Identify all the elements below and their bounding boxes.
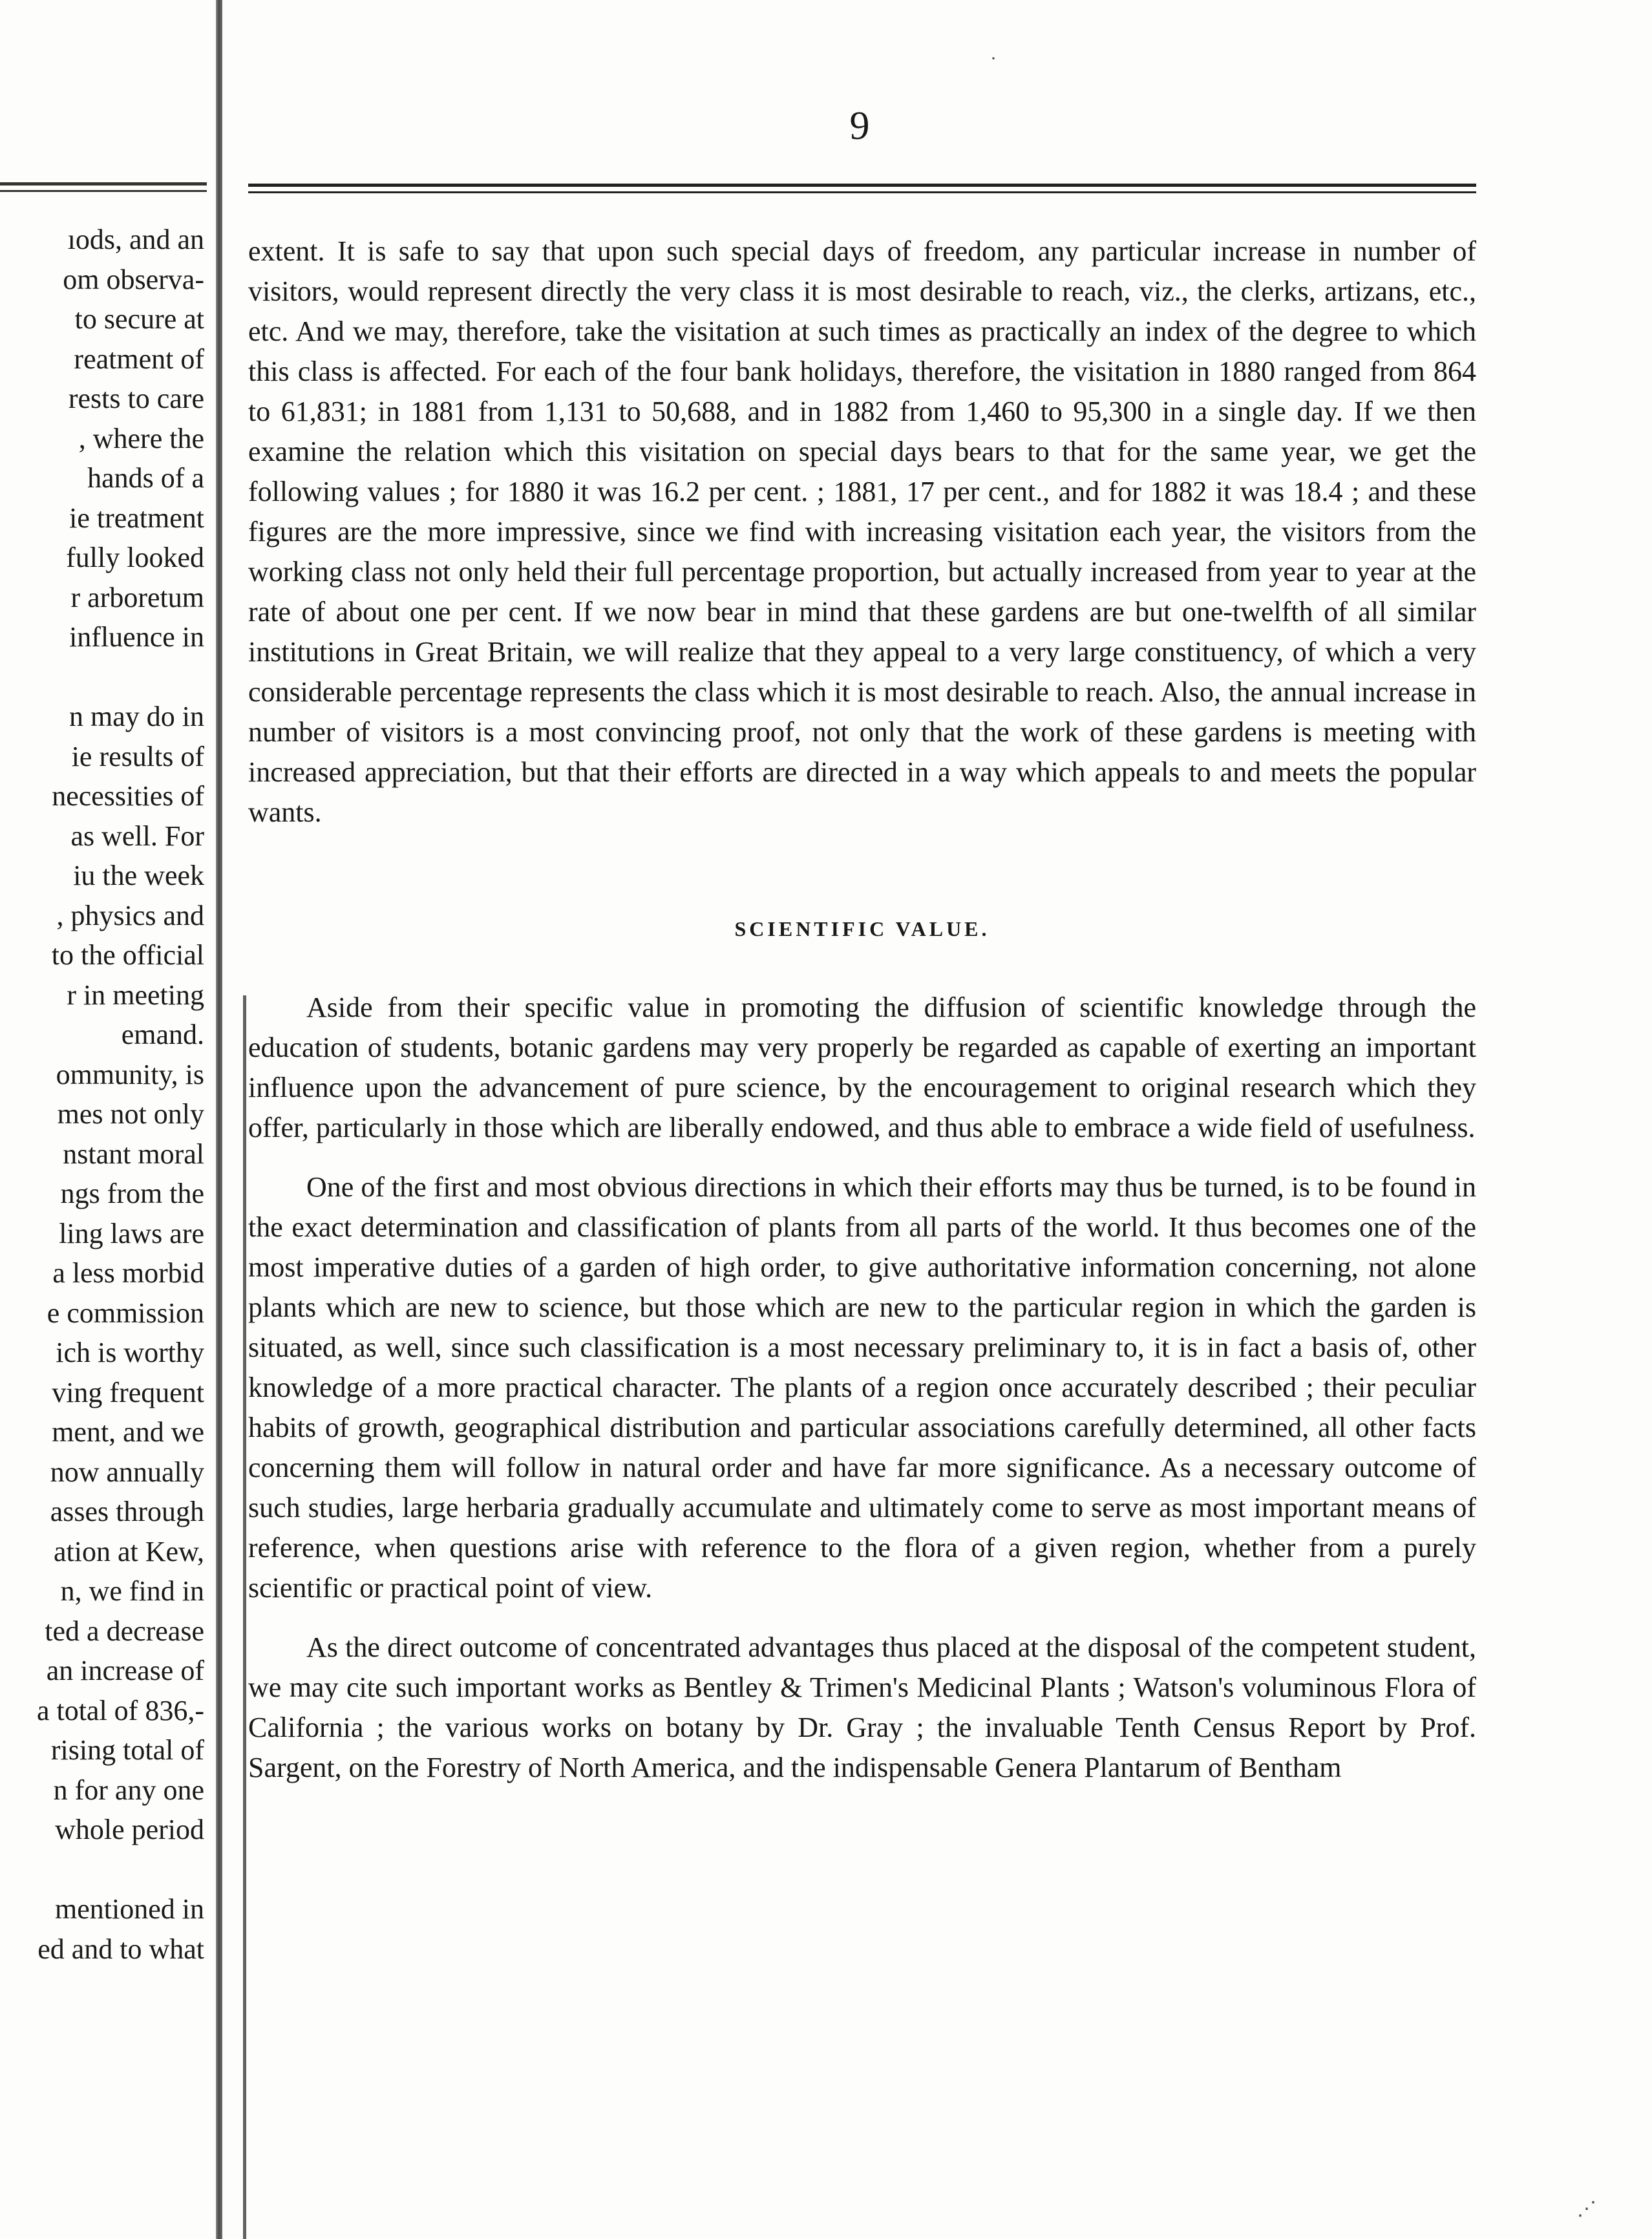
left-fragment-line: ment, and we xyxy=(52,1416,204,1448)
left-fragment-line: , where the xyxy=(78,422,204,454)
left-fragment-line: ed and to what xyxy=(37,1933,204,1965)
left-fragment-line: as well. For xyxy=(70,820,204,852)
left-fragment-line: asses through xyxy=(50,1496,204,1527)
left-fragment-line: to the official xyxy=(51,939,204,971)
left-fragment-line: now annually xyxy=(50,1456,204,1488)
left-fragment-line: mes not only xyxy=(57,1098,204,1130)
left-fragment-gap xyxy=(0,657,204,697)
left-fragment-line: r arboretum xyxy=(70,581,204,613)
left-fragment-line: ted a decrease xyxy=(45,1615,204,1647)
left-fragment-line: rising total of xyxy=(50,1734,204,1766)
left-fragment-line: r in meeting xyxy=(67,979,204,1011)
left-fragment-line: emand. xyxy=(121,1019,204,1050)
left-fragment-line: fully looked xyxy=(66,542,204,573)
scan-speck-corner: ⋰ xyxy=(1577,2198,1596,2220)
page-gutter-shadow xyxy=(216,0,222,2239)
section-heading: SCIENTIFIC VALUE. xyxy=(734,917,990,940)
paragraph-scientific-value-2: One of the first and most obvious directions in which their efforts may thus be turned, is to be found in the exact determination and classification of plants from all parts of the world. It thus becomes one of the most imperative duties of a garden of high order, to give authoritative information concerning, not alone plants which are new to science, but those which are new to the particular region in which the garden is situated, as well, since such classification is a most necessary preliminary to, it is in fact a basis of, other knowledge of a more practical character. The plants of a region once accurately described ; their peculiar habits of growth, geographical distribution and particular associations carefully determined, all other facts concerning them will follow in natural order and have far more significance. As a necessary outcome of such studies, large herbaria gradually accumulate and ultimately come to serve as most important means of reference, when questions arise with reference to the flora of a given region, whether from a purely scientific or practical point of view. xyxy=(248,1171,1476,1604)
paragraph-scientific-value-3: As the direct outcome of concentrated advantages thus placed at the disposal of the competent student, we may cite such important works as Bentley & Trimen's Medicinal Plants ; Watson's voluminous Flora of California ; the various works on botany by Dr. Gray ; the invaluable Tenth Census Report by Prof. Sargent, on the Forestry of North America, and the indispensable Genera Plantarum of Bentham xyxy=(248,1631,1476,1783)
left-fragment-line: ation at Kew, xyxy=(54,1535,204,1567)
left-fragment-line: iu the week xyxy=(73,860,204,891)
left-fragment-line: ich is worthy xyxy=(56,1337,204,1368)
left-fragment-line: necessities of xyxy=(52,780,204,812)
left-fragment-line: om observa- xyxy=(63,263,204,295)
left-fragment-gap xyxy=(0,1850,204,1890)
left-fragment-line: influence in xyxy=(69,621,204,653)
left-page-rule-thin xyxy=(0,190,207,192)
left-fragment-line: a less morbid xyxy=(52,1257,204,1289)
left-fragment-line: n, we find in xyxy=(60,1575,204,1607)
left-fragment-line: ving frequent xyxy=(52,1376,204,1408)
scan-speck: · xyxy=(990,48,997,69)
header-rule-thick xyxy=(248,184,1476,187)
left-fragment-line: ngs from the xyxy=(60,1178,204,1209)
main-text-column xyxy=(248,231,1476,1788)
paragraph-scientific-value-1: Aside from their specific value in promoting the diffusion of scientific knowledge through the education of students, botanic gardens may very properly be regarded as capable of exerting an important influence upon the advancement of pure science, by the encouragement to original research which they offer, particularly in those which are liberally endowed, and thus able to embrace a wide field of usefulness. xyxy=(248,992,1476,1143)
left-fragment-line: hands of a xyxy=(87,462,204,494)
page-number: 9 xyxy=(849,104,870,148)
left-fragment-line: rests to care xyxy=(68,383,204,414)
intro-paragraph: extent. It is safe to say that upon such special days of freedom, any particular increase in number of visitors, would represent directly the very class it is most desirable to reach, viz., the clerks, artizans, etc., etc. And we may, therefore, take the visitation at such times as practically an index of the degree to which this class is affected. For each of the four bank holidays, therefore, the visitation in 1880 ranged from 864 to 61,831; in 1881 from 1,131 to 50,688, and in 1882 from 1,460 to 95,300 in a single day. If we then examine the relation which this visitation on special days bears to that for the same year, we get the following values ; for 1880 it was 16.2 per cent. ; 1881, 17 per cent., and for 1882 it was 18.4 ; and these figures are the more impressive, since we find with increasing visitation each year, the visitors from the working class not only held their full percentage proportion, but actually increased from year to year at the rate of about one per cent. If we now bear in mind that these gardens are but one-twelfth of all similar institutions in Great Britain, we will realize that they appeal to a very large constituency, of which a very considerable percentage represents the class which it is most desirable to reach. Also, the annual increase in number of visitors is a most convincing proof, not only that the work of these gardens is meeting with increased appreciation, but that their efforts are directed in a way which appeals to and meets the popular wants. xyxy=(248,235,1476,828)
left-fragment-line: nstant moral xyxy=(63,1138,204,1170)
left-page-rule-thick xyxy=(0,182,207,186)
left-fragment-line: ommunity, is xyxy=(56,1058,204,1090)
left-fragment-line: mentioned in xyxy=(55,1893,204,1925)
left-fragment-line: ıods, and an xyxy=(67,224,204,255)
left-fragment-line: an increase of xyxy=(46,1655,204,1686)
left-fragment-line: a total of 836,- xyxy=(36,1694,204,1726)
left-fragment-line: ie treatment xyxy=(69,502,204,534)
left-fragment-line: ling laws are xyxy=(59,1217,204,1249)
left-fragment-line: whole period xyxy=(55,1814,204,1845)
left-fragment-line: n for any one xyxy=(53,1774,204,1806)
left-page-fragment xyxy=(0,220,204,1969)
page-gutter-line xyxy=(243,995,246,2239)
left-fragment-line: ie results of xyxy=(71,740,204,772)
left-fragment-line: , physics and xyxy=(56,899,204,931)
header-rule-thin xyxy=(248,191,1476,193)
left-fragment-line: n may do in xyxy=(69,701,204,732)
left-fragment-line: e commission xyxy=(47,1297,204,1329)
left-fragment-line: to secure at xyxy=(74,303,204,335)
left-fragment-line: reatment of xyxy=(74,343,204,375)
